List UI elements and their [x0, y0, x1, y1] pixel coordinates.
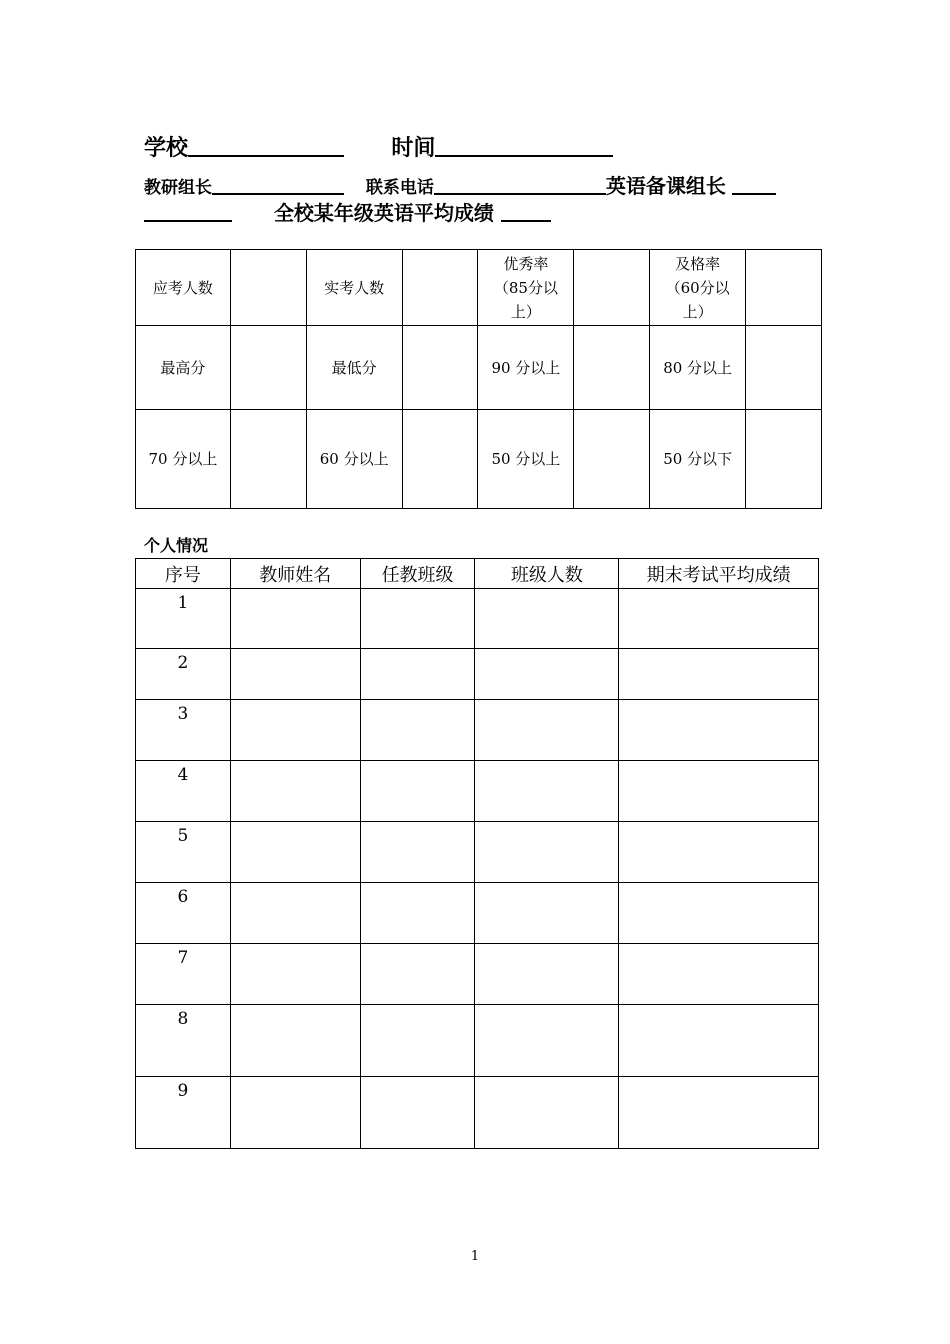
stats-cell: 50 分以上 [478, 410, 574, 509]
cell-final-average [619, 649, 819, 700]
phone-blank [434, 193, 606, 195]
stats-cell: 及格率 （60分以 上） [650, 250, 746, 326]
stats-cell [574, 250, 650, 326]
table-row [136, 944, 819, 1005]
cell-class [360, 1077, 475, 1149]
header-class-size: 班级人数 [475, 559, 619, 589]
stats-cell: 最高分 [136, 326, 231, 410]
row-index: 7 [136, 944, 231, 1005]
stats-cell [746, 250, 822, 326]
cell-class-size [475, 822, 619, 883]
cell-teacher-name [230, 700, 360, 761]
cell-final-average [619, 761, 819, 822]
stats-cell [402, 326, 478, 410]
cell-final-average [619, 1005, 819, 1077]
table-row [136, 1077, 819, 1149]
stats-cell [230, 250, 306, 326]
stats-cell [574, 326, 650, 410]
cell-teacher-name [230, 883, 360, 944]
stats-cell: 90 分以上 [478, 326, 574, 410]
table-row [136, 1005, 819, 1077]
row-index: 1 [136, 589, 231, 649]
stats-cell [746, 326, 822, 410]
time-label: 时间 [391, 136, 436, 161]
stats-table [135, 249, 822, 509]
cell-teacher-name [230, 822, 360, 883]
cell-class-size [475, 700, 619, 761]
stats-cell: 60 分以上 [306, 410, 402, 509]
row-index: 4 [136, 761, 231, 822]
school-blank [188, 155, 344, 157]
average-label: 全校某年级英语平均成绩 [273, 201, 494, 225]
english-leader-blank-cont [144, 220, 232, 222]
stats-cell: 应考人数 [136, 250, 231, 326]
stats-cell [574, 410, 650, 509]
stats-cell: 50 分以下 [650, 410, 746, 509]
table-row [136, 589, 819, 649]
table-row [136, 700, 819, 761]
page-number: 1 [470, 1249, 480, 1264]
cell-teacher-name [230, 1077, 360, 1149]
stats-cell [230, 410, 306, 509]
row-index: 2 [136, 649, 231, 700]
personal-table [135, 558, 819, 1149]
cell-class-size [475, 1077, 619, 1149]
cell-class [360, 761, 475, 822]
header-line-average [144, 199, 551, 227]
research-leader-label: 教研组长 [144, 178, 212, 198]
cell-teacher-name [230, 649, 360, 700]
stats-row [136, 326, 822, 410]
cell-teacher-name [230, 761, 360, 822]
cell-teacher-name [230, 589, 360, 649]
personal-section-label: 个人情况 [144, 536, 209, 555]
cell-class [360, 883, 475, 944]
cell-final-average [619, 589, 819, 649]
cell-class [360, 944, 475, 1005]
header-index: 序号 [136, 559, 231, 589]
stats-cell: 最低分 [306, 326, 402, 410]
cell-class [360, 589, 475, 649]
cell-final-average [619, 944, 819, 1005]
stats-cell: 80 分以上 [650, 326, 746, 410]
average-blank [501, 220, 551, 222]
stats-cell [402, 410, 478, 509]
row-index: 5 [136, 822, 231, 883]
phone-label: 联系电话 [365, 178, 434, 198]
cell-class [360, 822, 475, 883]
cell-class [360, 700, 475, 761]
school-label: 学校 [144, 136, 189, 161]
cell-class-size [475, 589, 619, 649]
row-index: 6 [136, 883, 231, 944]
cell-final-average [619, 1077, 819, 1149]
time-blank [435, 155, 613, 157]
research-leader-blank [212, 193, 344, 195]
cell-final-average [619, 700, 819, 761]
stats-cell: 优秀率 （85分以 上） [478, 250, 574, 326]
row-index: 9 [136, 1077, 231, 1149]
cell-class-size [475, 649, 619, 700]
stats-cell [230, 326, 306, 410]
header-line-school-time [144, 132, 613, 166]
english-leader-blank [732, 193, 776, 195]
table-row [136, 761, 819, 822]
stats-cell: 70 分以上 [136, 410, 231, 509]
stats-row [136, 250, 822, 326]
cell-teacher-name [230, 944, 360, 1005]
stats-row [136, 410, 822, 509]
cell-class-size [475, 1005, 619, 1077]
header-line-leaders [144, 172, 776, 202]
header-class: 任教班级 [360, 559, 475, 589]
stats-cell [746, 410, 822, 509]
cell-final-average [619, 822, 819, 883]
cell-class-size [475, 761, 619, 822]
row-index: 3 [136, 700, 231, 761]
personal-header-row [136, 559, 819, 589]
cell-teacher-name [230, 1005, 360, 1077]
header-teacher-name: 教师姓名 [230, 559, 360, 589]
table-row [136, 883, 819, 944]
table-row [136, 822, 819, 883]
cell-class [360, 649, 475, 700]
cell-final-average [619, 883, 819, 944]
cell-class-size [475, 883, 619, 944]
table-row [136, 649, 819, 700]
stats-cell [402, 250, 478, 326]
cell-class [360, 1005, 475, 1077]
english-leader-label: 英语备课组长 [605, 174, 726, 198]
header-final-average: 期末考试平均成绩 [619, 559, 819, 589]
cell-class-size [475, 944, 619, 1005]
stats-cell: 实考人数 [306, 250, 402, 326]
row-index: 8 [136, 1005, 231, 1077]
